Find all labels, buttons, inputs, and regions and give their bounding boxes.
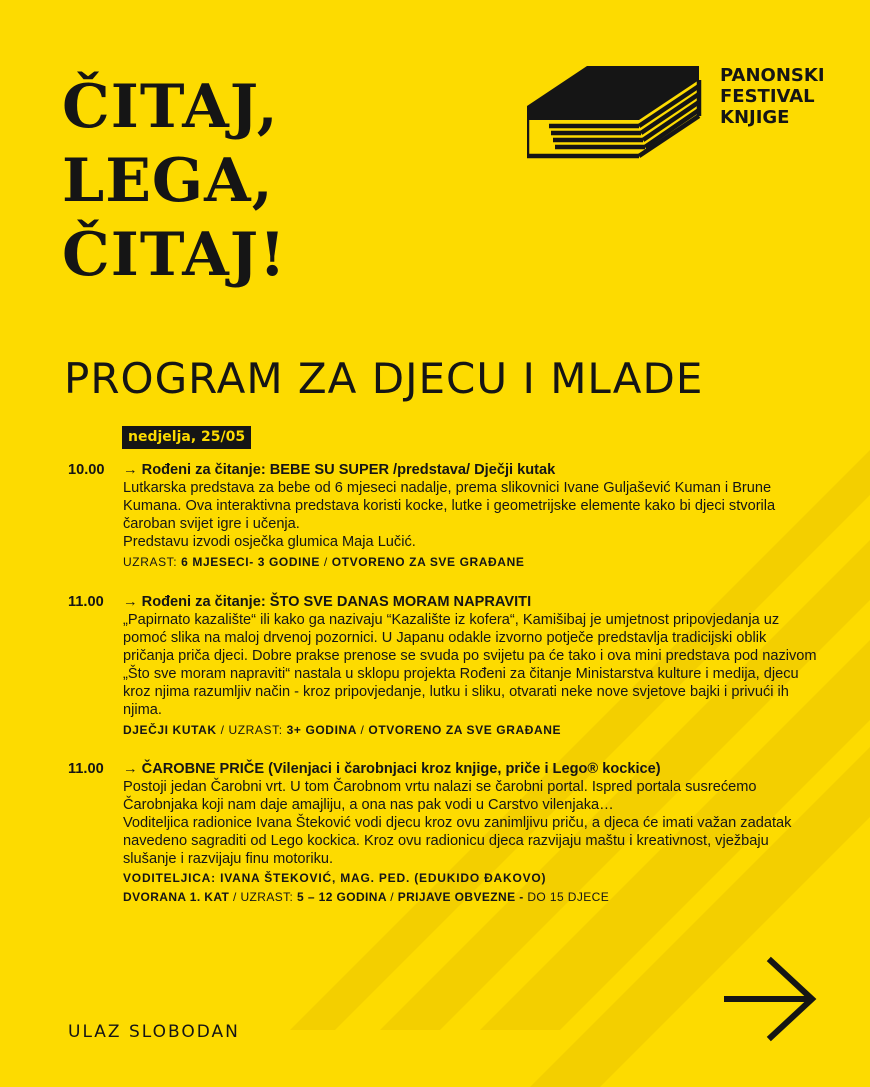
event-time: 11.00 [68, 761, 104, 777]
description-line: „Papirnato kazalište“ ili kako ga nazivaju “Kazalište iz kofera“, Kamišibaj je umjetnost pripovjedanja uz [123, 612, 780, 628]
event-title: → ČAROBNE PRIČE (Vilenjaci i čarobnjaci kroz knjige, priče i Lego® kockice) [123, 761, 661, 777]
description-line: Voditeljica radionice Ivana Šteković vodi djecu kroz ovu zanimljivu priču, a djeca će imati važan zadatak [123, 815, 792, 831]
event-leader: VODITELJICA: IVANA ŠTEKOVIĆ, MAG. PED. (EDUKIDO ĐAKOVO) [123, 871, 547, 885]
description-line: pomoć slika na maloj drvenoj pozornici. U Japanu odakle izvorno potječe predstavlja tradicijski oblik [123, 630, 767, 646]
description-line: Predstavu izvodi osječka glumica Maja Lučić. [123, 534, 416, 550]
brand-line-3: KNJIGE [720, 107, 790, 128]
access-label: OTVORENO ZA SVE GRAĐANE [331, 555, 525, 569]
event-meta [123, 721, 808, 739]
program-title: PROGRAM ZA DJECU I MLADE [64, 354, 704, 403]
headline-line-2: LEGA, [62, 146, 274, 216]
location-label: DVORANA 1. KAT [123, 890, 230, 904]
event-title: → Rođeni za čitanje: ŠTO SVE DANAS MORAM NAPRAVITI [123, 594, 532, 610]
description-line: kroz njima razumljiv način - kroz pripovjedanje, lutku i sliku, otvarati neke nove svjetove bajki i privući ih [123, 684, 789, 700]
description-line: njima. [123, 702, 162, 718]
meta-separator: / [323, 555, 328, 569]
headline-line-3: ČITAJ! [62, 220, 287, 290]
age-value: 5 – 12 GODINA [297, 890, 387, 904]
event-2 [68, 593, 817, 739]
arrow-right-icon[interactable] [721, 955, 821, 1045]
event-time: 10.00 [68, 462, 105, 478]
meta-separator: / [220, 723, 225, 737]
description-line: Čarobnjaka koji nam daje amajliju, a ona nas pak vodi u Carstvo vilenjaka… [123, 797, 614, 813]
event-description [123, 611, 817, 719]
event-meta [123, 888, 808, 906]
location-label: DJEČJI KUTAK [123, 723, 217, 737]
age-label: UZRAST: [123, 555, 178, 569]
brand-line-1: PANONSKI [720, 65, 825, 86]
brand-line-2: FESTIVAL [720, 86, 815, 107]
event-3 [68, 760, 808, 906]
age-label: UZRAST: [240, 890, 294, 904]
meta-separator: / [390, 890, 394, 904]
age-label: UZRAST: [228, 723, 283, 737]
capacity-label: DO 15 DJECE [527, 890, 610, 904]
description-line: navedeno sagraditi od Lego kockica. Kroz ovu radionicu djeca razvijaju maštu i kreativnost, vježbaju [123, 833, 769, 849]
description-line: čaroban svijet igre i učenja. [123, 516, 300, 532]
event-time: 11.00 [68, 594, 104, 610]
brand-name [720, 65, 825, 128]
description-line: Lutkarska predstava za bebe od 6 mjeseci nadalje, prema slikovnici Ivane Guljašević Kuman i Brune [123, 480, 772, 496]
event-1 [68, 461, 808, 571]
access-label: OTVORENO ZA SVE GRAĐANE [368, 723, 562, 737]
headline [62, 70, 286, 292]
description-line: pričanja priča djeci. Dobre prakse prenose se svuda po svijetu pa će tako i ova mini predstava pod nazivom [123, 648, 817, 664]
event-description [123, 778, 808, 868]
event-title: → Rođeni za čitanje: BEBE SU SUPER /predstava/ Dječji kutak [123, 462, 556, 478]
age-value: 6 MJESECI- 3 GODINE [181, 555, 320, 569]
meta-separator: / [233, 890, 237, 904]
age-value: 3+ GODINA [286, 723, 357, 737]
meta-separator: / [360, 723, 365, 737]
description-line: Postoji jedan Čarobni vrt. U tom Čarobnom vrtu nalazi se čarobni portal. Ispred portala susrećemo [123, 779, 757, 795]
book-stack-icon [527, 66, 702, 161]
free-entry-label: ULAZ SLOBODAN [68, 1022, 240, 1042]
description-line: „Što sve moram napraviti“ nastala u sklopu projekta Rođeni za čitanje Ministarstva kulture i medija, djecu [123, 666, 799, 682]
registration-label: PRIJAVE OBVEZNE - [397, 890, 524, 904]
event-meta [123, 553, 808, 571]
description-line: slušanje i razvijaju finu motoriku. [123, 851, 334, 867]
event-description [123, 479, 808, 551]
date-badge: nedjelja, 25/05 [122, 426, 251, 449]
headline-line-1: ČITAJ, [62, 72, 279, 142]
description-line: Kumana. Ova interaktivna predstava koristi kocke, lutke i geometrijske elemente kako bi djeci stvorila [123, 498, 776, 514]
